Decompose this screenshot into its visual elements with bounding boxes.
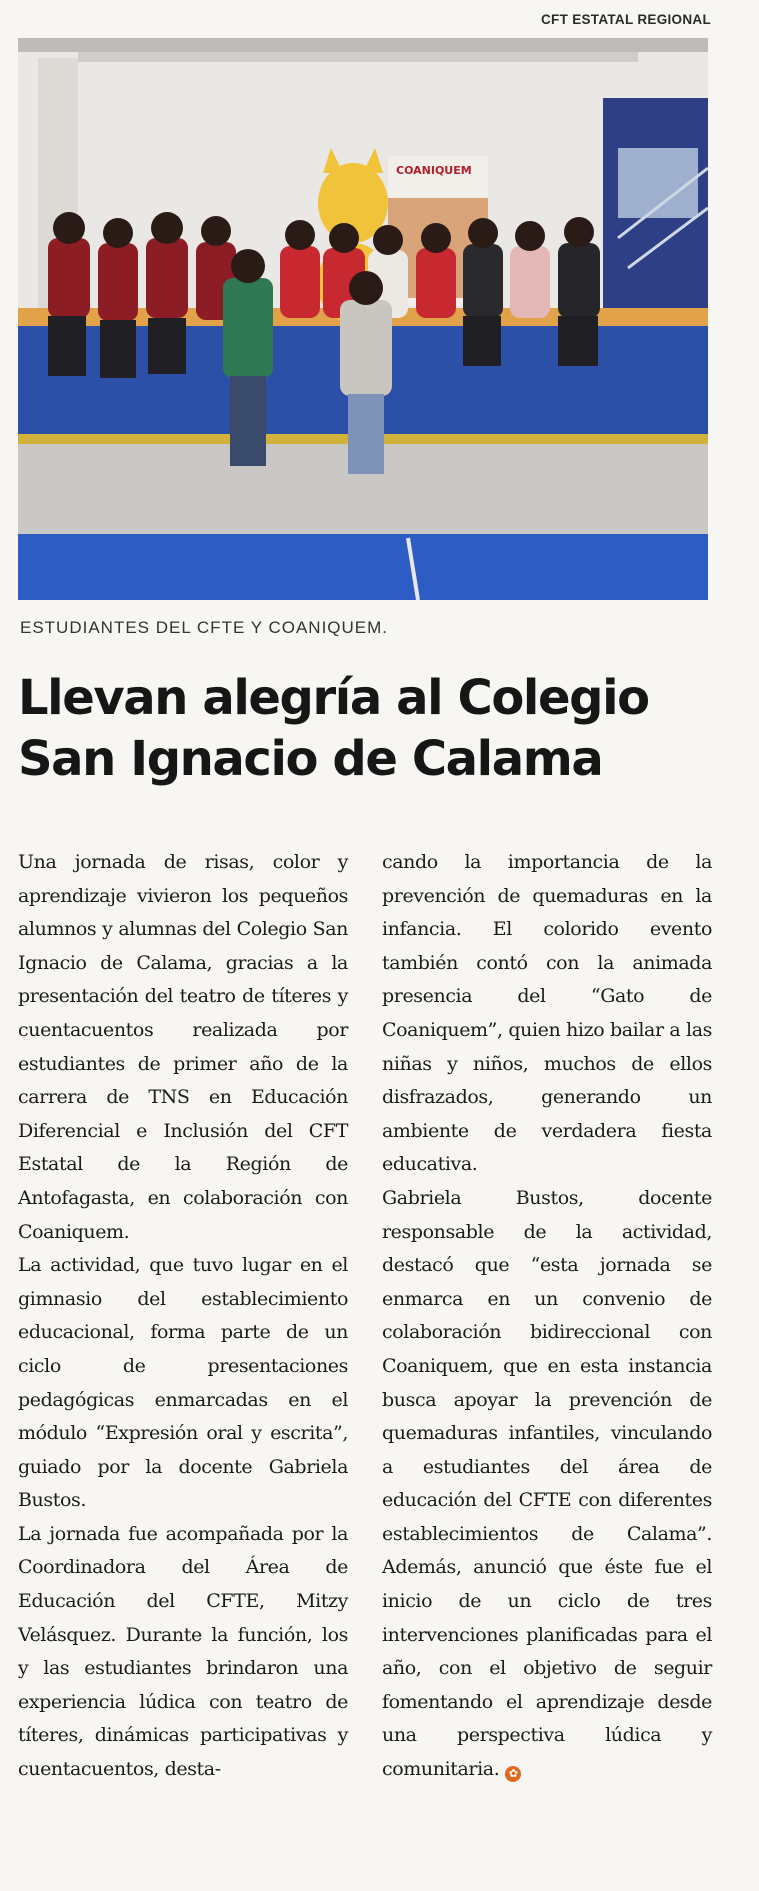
paragraph: La jornada fue acompañada por la Coordinadora del Área de Educación del CFTE, Mitzy Velásquez. Durante la función, los y las estudiantes brindaron una experiencia lúdica con teatro de títeres, dinámicas participativas y cuentacuentos, desta- (18, 1522, 348, 1781)
end-mark-icon: ✿ (505, 1766, 521, 1782)
banner-text: COANIQUEM (396, 164, 472, 177)
article-column-left (18, 846, 348, 1787)
photo-illustration (18, 38, 708, 600)
section-tag: CFT ESTATAL REGIONAL (541, 12, 711, 27)
paragraph: cando la importancia de la prevención de quemaduras en la infancia. El colorido evento también contó con la animada presencia del “Gato de Coaniquem”, quien hizo bailar a las niñas y niños, muchos de ellos disfrazados, generando un ambiente de verdadera fiesta educativa. (382, 851, 712, 1176)
photo-caption: ESTUDIANTES DEL CFTE Y COANIQUEM. (20, 618, 389, 637)
article-column-right (382, 846, 712, 1787)
article-photo (18, 38, 708, 600)
headline-line-1: Llevan alegría al Colegio (18, 670, 649, 726)
paragraph: La actividad, que tuvo lugar en el gimnasio del establecimiento educacional, forma parte de un ciclo de presentaciones pedagógicas enmarcadas en el módulo “Expresión oral y escrita”, guiado por la docente Gabriela Bustos. (18, 1254, 348, 1512)
headline-line-2: San Ignacio de Calama (18, 731, 603, 787)
paragraph: Una jornada de risas, color y aprendizaje vivieron los pequeños alumnos y alumnas del Colegio San Ignacio de Calama, gracias a la presentación del teatro de títeres y cuentacuentos realizada por estudiantes de primer año de la carrera de TNS en Educación Diferencial e Inclusión del CFT Estatal de la Región de Antofagasta, en colaboración con Coaniquem. (18, 851, 348, 1243)
paragraph-last (382, 1182, 712, 1787)
paragraph-last-text: Gabriela Bustos, docente responsable de la actividad, destacó que “esta jornada se enmarca en un convenio de colaboración bidireccional con Coaniquem, que en esta instancia busca apoyar la prevención de quemaduras infantiles, vinculando a estudiantes del área de educación del CFTE con diferentes establecimientos de Calama”. Además, anunció que éste fue el inicio de un ciclo de tres intervenciones planificadas para el año, con el objetivo de seguir fomentando el aprendizaje desde una perspectiva lúdica y comunitaria. (382, 1186, 712, 1781)
headline (18, 668, 718, 790)
